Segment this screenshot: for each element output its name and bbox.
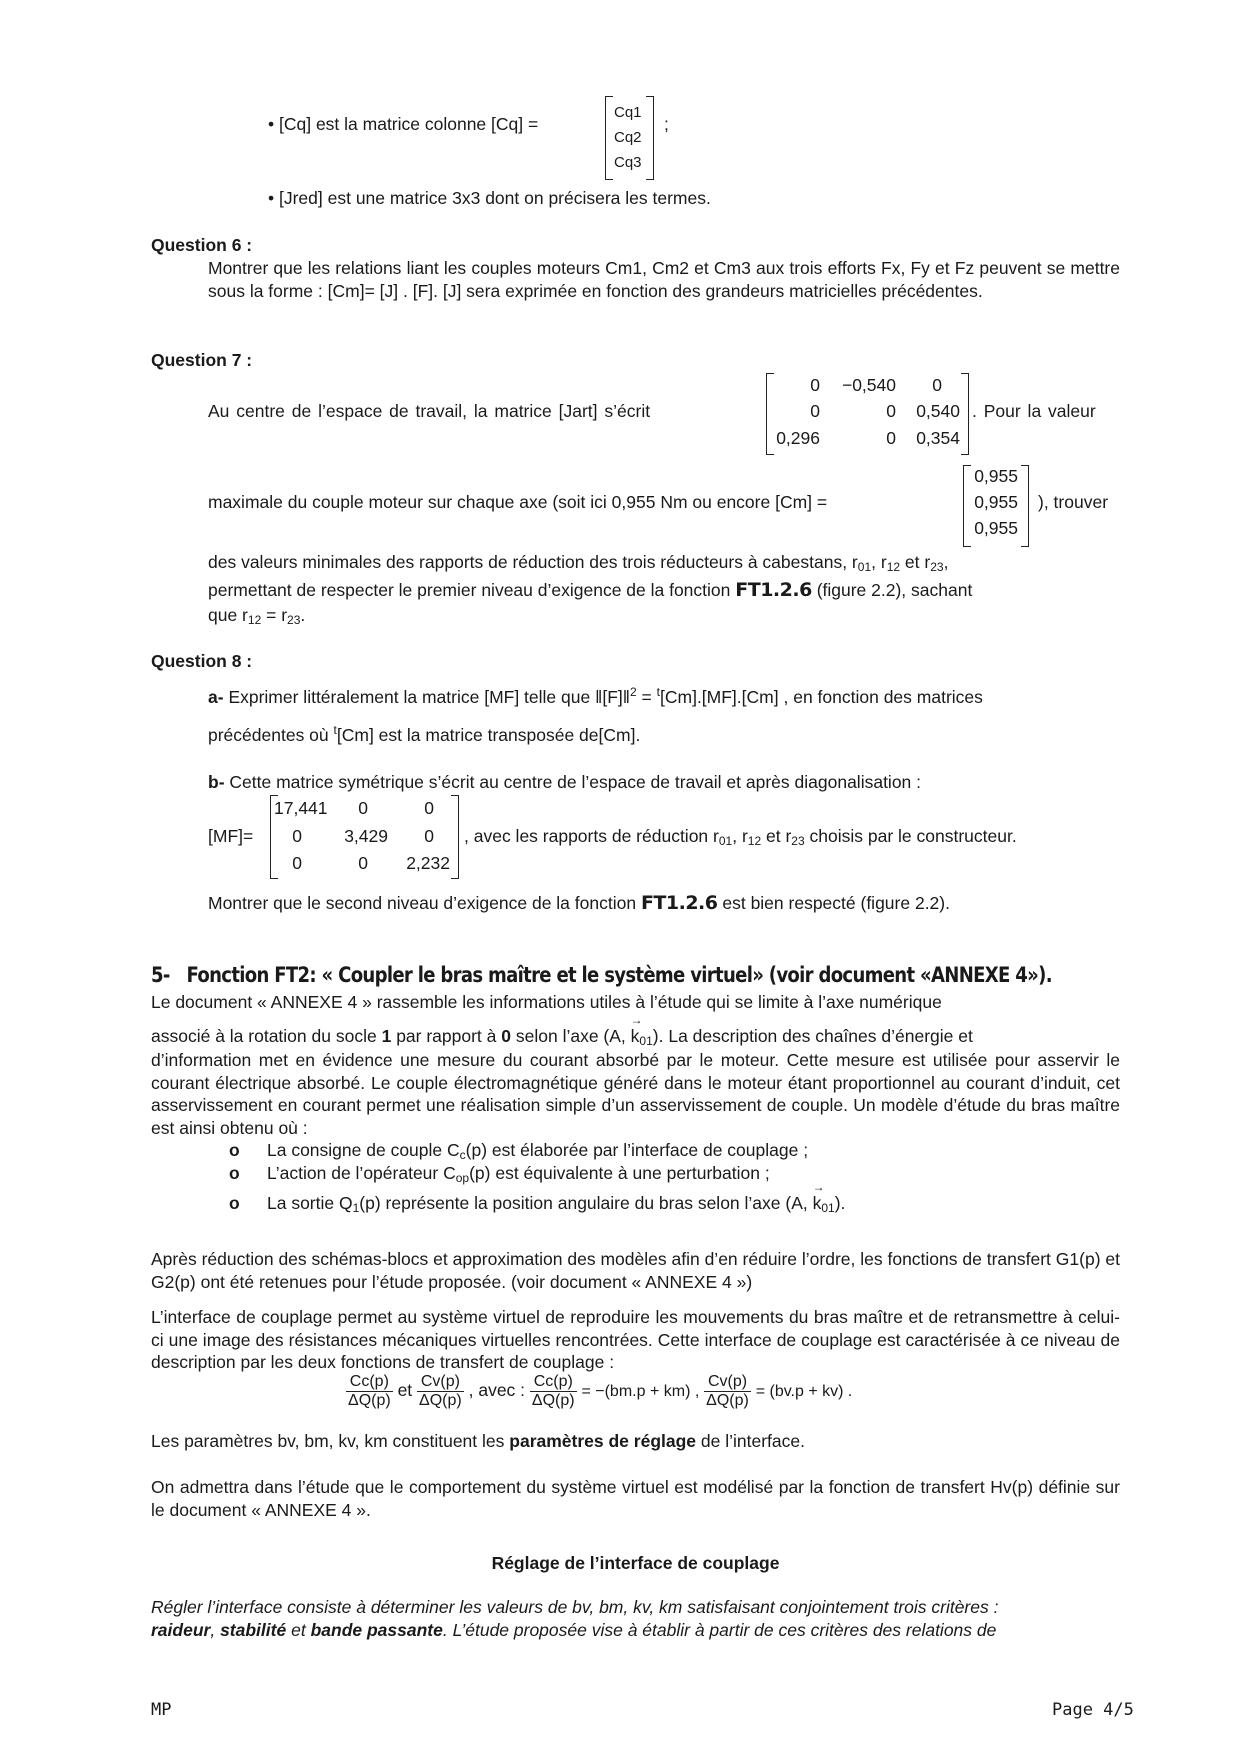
bullet-text xyxy=(267,1140,808,1162)
bullet-sub: 1 xyxy=(352,1201,360,1215)
q7-after-cm: ), trouver xyxy=(1038,492,1109,512)
cq-bracket-left xyxy=(605,96,613,180)
fraction-denominator: ΔQ(p) xyxy=(348,1392,391,1409)
mf-cell: 0 xyxy=(292,853,302,873)
q8-b-after-end: choisis par le constructeur. xyxy=(804,826,1017,846)
criterion-raideur: raideur xyxy=(151,1620,211,1640)
jred-line: • [Jred] est une matrice 3x3 dont on précisera les termes. xyxy=(268,188,711,208)
s5-para2: Après réduction des schémas-blocs et approximation des modèles afin d’en réduire l’ordre, les fonctions de transfert G1(p) et G2(p) ont été retenues pour l’étude proposée. (voir document « ANNEXE 4 ») xyxy=(151,1249,1120,1292)
s5-intro-line2 xyxy=(151,1026,973,1048)
q8-a-text: Exprimer littéralement la matrice [MF] telle que xyxy=(228,686,591,707)
mf-cell: 0 xyxy=(424,826,434,846)
q8-a-line2-text: précédentes où xyxy=(208,724,329,745)
jart-cell: 0,540 xyxy=(916,401,960,421)
cq-matrix xyxy=(614,100,642,175)
s5-para4-bold: paramètres de réglage xyxy=(509,1431,697,1451)
q8-a-line1 xyxy=(208,685,983,708)
q7-line3-sep: , r xyxy=(871,552,887,572)
q7-line2: maximale du couple moteur sur chaque axe (soit ici 0,955 Nm ou encore [Cm] = xyxy=(208,492,828,512)
fraction-denominator: ΔQ(p) xyxy=(706,1392,749,1409)
q7-line5-end: . xyxy=(300,605,306,625)
question-8-title: Question 8 : xyxy=(151,651,253,671)
cq-line xyxy=(268,114,538,135)
mf-cell: 0 xyxy=(424,798,434,818)
cm-cell: 0,955 xyxy=(974,466,1018,486)
s5-para5: On admettra dans l’étude que le comportement du système virtuel est modélisé par la fonction de transfert Hv(p) définie sur le document « ANNEXE 4 ». xyxy=(151,1477,1120,1520)
sub-r23: 23 xyxy=(791,834,805,848)
criterion-stabilite: stabilité xyxy=(220,1620,287,1640)
q7-line4-text: permettant de respecter le premier niveau d’exigence de la fonction xyxy=(208,580,731,600)
footer-page-number: Page 4/5 xyxy=(1052,1700,1134,1720)
sub-r01: 01 xyxy=(718,834,733,848)
sub-r12: 12 xyxy=(886,560,901,574)
eq-rhs-2: = (bv.p + kv) . xyxy=(755,1383,853,1401)
subheading: Réglage de l’interface de couplage xyxy=(491,1553,780,1573)
s5-para3: L’interface de couplage permet au système virtuel de reproduire les mouvements du bras maître et de retransmettre à celui-ci une image des résistances mécaniques virtuelles rencontrées. Cette interface de couplage est caractérisée à ce niveau de description par les deux fonctions de transfert de couplage : xyxy=(151,1307,1120,1372)
fraction xyxy=(530,1373,577,1410)
sub-r01: 01 xyxy=(857,560,872,574)
fraction xyxy=(346,1373,393,1410)
mf-cell: 17,441 xyxy=(274,798,328,818)
para6-et: et xyxy=(291,1620,306,1640)
s5-intro-text-2: par rapport à xyxy=(396,1026,497,1046)
eq-et: et xyxy=(397,1380,413,1401)
cm-cell: 0,955 xyxy=(974,518,1018,538)
transpose-mark: t xyxy=(333,723,337,737)
q7-line5 xyxy=(208,605,305,627)
q7-line5-a: que r xyxy=(208,605,248,625)
jart-cell: 0,296 xyxy=(776,428,820,448)
fraction-numerator: Cc(p) xyxy=(530,1373,577,1392)
fraction-numerator: Cv(p) xyxy=(417,1373,464,1392)
ft-code: FT1.2.6 xyxy=(640,892,718,914)
fraction xyxy=(417,1373,464,1410)
section-number: 5- xyxy=(151,963,170,987)
jart-cell: 0 xyxy=(886,428,896,448)
bullet-text-b: (p) est élaborée par l’interface de couplage ; xyxy=(465,1140,809,1160)
s5-intro-text-3: selon l’axe (A, xyxy=(515,1026,626,1046)
cq-bracket-right xyxy=(646,96,654,180)
jart-cell: 0 xyxy=(810,401,820,421)
sub-r12: 12 xyxy=(747,834,762,848)
vector-k: → k xyxy=(631,1026,640,1047)
bullet-end: ). xyxy=(834,1193,846,1213)
mf-cell: 2,232 xyxy=(406,853,450,873)
para6-text: . L’étude proposée vise à établir à partir de ces critères des relations de xyxy=(442,1620,997,1640)
jart-cell: 0 xyxy=(810,375,820,395)
criterion-bande-passante: bande passante xyxy=(310,1620,443,1640)
bullet-sub: c xyxy=(459,1148,466,1162)
mf-cell: 0 xyxy=(358,853,368,873)
q8-b-after-text: , avec les rapports de réduction r xyxy=(464,826,719,846)
sub-01: 01 xyxy=(639,1034,653,1048)
section-5-heading xyxy=(151,963,1052,987)
coupling-equation xyxy=(346,1373,852,1410)
exponent: 2 xyxy=(629,685,637,699)
q7-line4 xyxy=(208,579,972,601)
jart-cell: 0 xyxy=(886,401,896,421)
cm-cell: 0,955 xyxy=(974,492,1018,512)
mf-cell: 0 xyxy=(358,798,368,818)
fraction xyxy=(704,1373,751,1410)
sub-01: 01 xyxy=(821,1201,835,1215)
footer-left: MP xyxy=(151,1700,172,1720)
q7-line5-mid: = r xyxy=(261,605,288,625)
q7-line3 xyxy=(208,552,948,574)
s5-intro-line1: Le document « ANNEXE 4 » rassemble les informations utiles à l’étude qui se limite à l’axe numérique xyxy=(151,992,942,1012)
s5-para6-line1: Régler l’interface consiste à déterminer les valeurs de bv, bm, kv, km satisfaisant conjointement trois critères : xyxy=(151,1597,999,1617)
s5-intro-bold: 1 xyxy=(381,1026,392,1046)
bullet-text-b: (p) est équivalente à une perturbation ; xyxy=(469,1163,770,1183)
q8-a-line2-text-2: [Cm] est la matrice transposée de[Cm]. xyxy=(336,724,641,745)
fraction-numerator: Cc(p) xyxy=(346,1373,393,1392)
q8-a-label: a- xyxy=(208,686,224,707)
s5-para4 xyxy=(151,1431,805,1452)
section-title: Fonction FT2: « Coupler le bras maître et le système virtuel» (voir document «ANNEXE 4»). xyxy=(186,963,1052,987)
mf-label: [MF]= xyxy=(208,826,254,846)
bullet-text-a: La consigne de couple C xyxy=(267,1140,460,1160)
norm-f: ‖[F]‖ xyxy=(595,686,630,707)
q8-a-text-2: , en fonction des matrices xyxy=(783,686,983,707)
q8-b-label: b- xyxy=(208,772,225,792)
mf-cell: 3,429 xyxy=(344,826,388,846)
bullet-text-b: (p) représente la position angulaire du bras selon l’axe (A, xyxy=(359,1193,808,1213)
cq-entry-1: Cq1 xyxy=(614,104,642,121)
s5-intro-text-4: ). La description des chaînes d’énergie et xyxy=(652,1026,973,1046)
bullet-marker: o xyxy=(229,1163,240,1183)
q8-a-line2 xyxy=(208,723,640,746)
eq-rhs-1: = −(bm.p + km) , xyxy=(581,1383,700,1401)
bullet-text-a: La sortie Q xyxy=(267,1193,353,1213)
q8-conclusion-text: Montrer que le second niveau d’exigence de la fonction xyxy=(208,893,637,913)
q7-line3-and: et r xyxy=(900,552,931,572)
mf-cell: 0 xyxy=(292,826,302,846)
q7-lead: Au centre de l’espace de travail, la matrice [Jart] s’écrit xyxy=(208,401,651,421)
fraction-denominator: ΔQ(p) xyxy=(531,1392,575,1409)
jart-cell: 0,354 xyxy=(916,428,960,448)
fraction-denominator: ΔQ(p) xyxy=(419,1392,462,1409)
ft-code: FT1.2.6 xyxy=(735,579,812,601)
s5-para6-line2 xyxy=(151,1620,996,1641)
q8-b-after-sep: , r xyxy=(732,826,748,846)
q8-b-text: Cette matrice symétrique s’écrit au centre de l’espace de travail et après diagonalisation : xyxy=(229,772,922,792)
q7-line4-text-2: (figure 2.2), sachant xyxy=(816,580,973,600)
para6-sep: , xyxy=(210,1620,216,1640)
q8-conclusion xyxy=(208,892,950,914)
sub-r23: 23 xyxy=(930,560,944,574)
cq-entry-2: Cq2 xyxy=(614,129,642,146)
sub-r12: 12 xyxy=(247,613,262,627)
transpose-mark: t xyxy=(656,685,660,699)
cq-prefix: • [Cq] est la matrice colonne [Cq] = xyxy=(268,114,539,134)
sub-r23: 23 xyxy=(287,613,301,627)
q8-b-after xyxy=(464,826,1017,848)
q7-line3-text: des valeurs minimales des rapports de réduction des trois réducteurs à cabestans, r xyxy=(208,552,858,572)
jart-bracket-right xyxy=(961,373,969,455)
bullet-text xyxy=(267,1193,845,1215)
bullet-marker: o xyxy=(229,1193,240,1213)
s5-para4-text: Les paramètres bv, bm, kv, km constituent les xyxy=(151,1431,505,1451)
bullet-marker: o xyxy=(229,1140,240,1160)
jart-cell: −0,540 xyxy=(841,375,896,395)
equals: = xyxy=(641,686,652,707)
q8-b-after-and: et r xyxy=(761,826,792,846)
q7-line3-end: , xyxy=(943,552,949,572)
bullet-text xyxy=(267,1163,770,1185)
bullet-text-a: L’action de l’opérateur C xyxy=(267,1163,456,1183)
question-7-title: Question 7 : xyxy=(151,350,253,370)
bullet-sub: op xyxy=(455,1171,470,1185)
s5-intro-text: associé à la rotation du socle xyxy=(151,1026,377,1046)
question-6-title: Question 6 : xyxy=(151,235,253,255)
q8-b-line1 xyxy=(208,772,921,793)
question-6-text: Montrer que les relations liant les couples moteurs Cm1, Cm2 et Cm3 aux trois efforts Fx, Fy et Fz peuvent se mettre sous la forme : [Cm]= [J] . [F]. [J] sera exprimée en fonction des grandeurs matricielles précédentes. xyxy=(208,258,1120,301)
s5-intro-rest: d’information met en évidence une mesure du courant absorbé par le moteur. Cette mesure est utilisée pour asservir le courant électrique absorbé. Le couple électromagnétique généré dans le moteur étant proportionnel au courant d’induit, cet asservissement en courant permet une réalisation simple d’un asservissement de couple. Un modèle d’étude du bras maître est ainsi obtenu où : xyxy=(151,1050,1120,1138)
eq-avec: , avec : xyxy=(468,1380,526,1401)
vector-k: → k xyxy=(813,1193,822,1214)
s5-intro-bold-0: 0 xyxy=(501,1026,511,1046)
cm-bracket-right xyxy=(1021,465,1029,547)
fraction-numerator: Cv(p) xyxy=(704,1373,751,1392)
q8-conclusion-text-2: est bien respecté (figure 2.2). xyxy=(722,893,950,913)
jart-cell: 0 xyxy=(932,375,942,395)
q8-a-expression: [Cm].[MF].[Cm] xyxy=(660,686,779,707)
mf-bracket-right xyxy=(451,795,459,879)
cq-suffix: ; xyxy=(664,114,669,134)
q7-after-jart: . Pour la valeur xyxy=(972,401,1096,421)
s5-para4-text-2: de l’interface. xyxy=(700,1431,805,1451)
cq-entry-3: Cq3 xyxy=(614,154,642,171)
